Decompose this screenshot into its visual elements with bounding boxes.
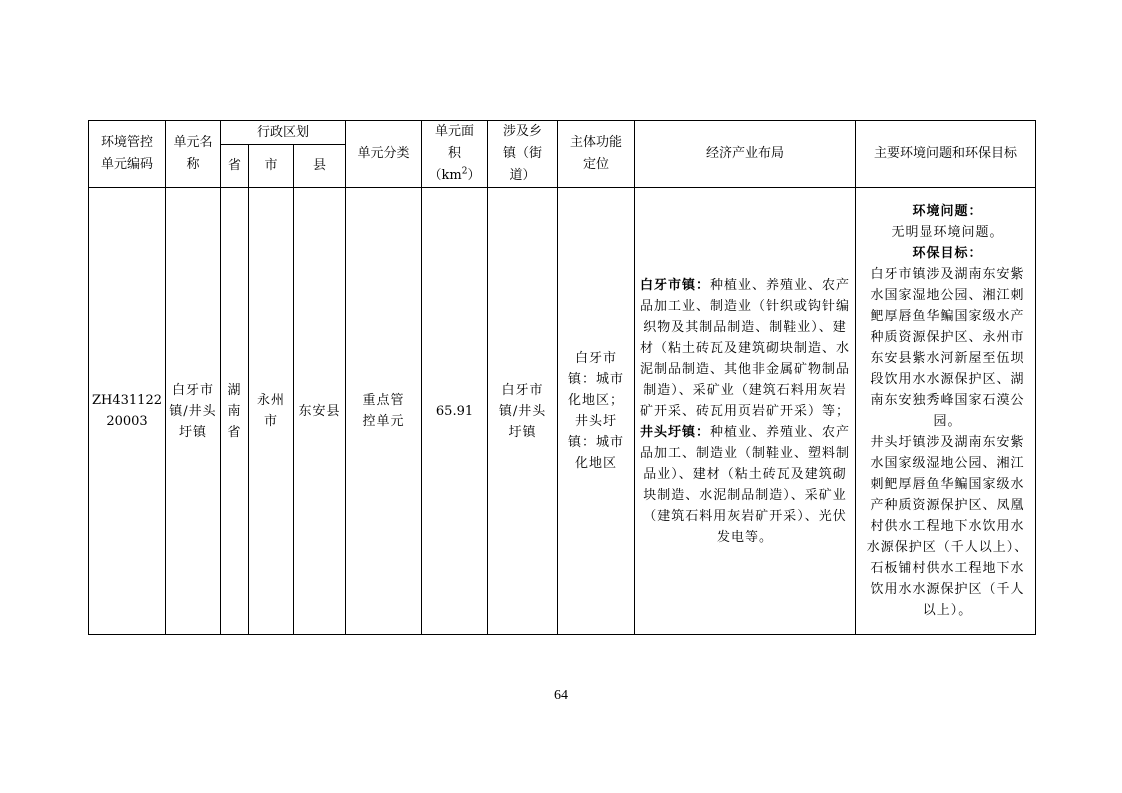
header-admin-division: 行政区划 <box>221 121 346 145</box>
cell-unit-area: 65.91 <box>422 188 488 635</box>
cell-main-function: 白牙市镇：城市化地区；井头圩镇：城市化地区 <box>558 188 635 635</box>
header-towns: 涉及乡 镇（街 道） <box>488 121 558 188</box>
header-city: 市 <box>249 145 294 188</box>
env-goal-text-2: 井头圩镇涉及湖南东安紫水国家级湿地公园、湘江刺鲃厚唇鱼华鳊国家级水产种质资源保护区、凤凰村供水工程地下水饮用水水源保护区（千人以上）、石板铺村供水工程地下水饮用水水源保护区（千人以上）。 <box>866 435 1029 618</box>
control-unit-table <box>88 120 1036 635</box>
header-unit-area: 单元面 积 $(km^2)$ <box>422 121 488 188</box>
env-goal-text-1: 白牙市镇涉及湖南东安紫水国家湿地公园、湘江刺鲃厚唇鱼华鳊国家级水产种质资源保护区、永州市东安县紫水河新屋至伍坝段饮用水水源保护区、湖南东安独秀峰国家石漠公园。 <box>870 267 1025 429</box>
cell-county: 东安县 <box>294 188 346 635</box>
cell-province: 湖南省 <box>221 188 249 635</box>
industry-town2-text: 种植业、养殖业、农产品加工、制造业（制鞋业、塑料制品业）、建材（粘土砖瓦及建筑砌块制造、水泥制品制造）、采矿业（建筑石料用灰岩矿开采）、光伏发电等。 <box>640 424 851 545</box>
header-env-issues-goals: 主要环境问题和环保目标 <box>856 121 1036 188</box>
header-unit-category: 单元分类 <box>346 121 422 188</box>
header-industry-layout: 经济产业布局 <box>635 121 856 188</box>
industry-town1-label: 白牙市镇： <box>640 277 711 293</box>
header-main-function: 主体功能 定位 <box>558 121 635 188</box>
env-goal-label: 环保目标： <box>912 246 983 261</box>
cell-towns: 白牙市镇/井头圩镇 <box>488 188 558 635</box>
cell-unit-category: 重点管控单元 <box>346 188 422 635</box>
cell-unit-name: 白牙市镇/井头圩镇 <box>166 188 221 635</box>
industry-town2-label: 井头圩镇： <box>640 424 711 440</box>
cell-city: 永州市 <box>249 188 294 635</box>
header-province: 省 <box>221 145 249 188</box>
env-problem-label: 环境问题： <box>912 204 983 219</box>
cell-env-issues-goals <box>856 188 1036 635</box>
cell-industry-layout <box>635 188 856 635</box>
header-county: 县 <box>294 145 346 188</box>
header-unit-code: 环境管控 单元编码 <box>89 121 166 188</box>
cell-unit-code: ZH431122 20003 <box>89 188 166 635</box>
page-number: 64 <box>554 688 568 703</box>
industry-town1-text: 种植业、养殖业、农产品加工业、制造业（针织或钩针编织物及其制品制造、制鞋业）、建材（粘土砖瓦及建筑砌块制造、水泥制品制造、其他非金属矿物制品制造）、采矿业（建筑石料用灰岩矿开采、砖瓦用页岩矿开采）等； <box>640 277 851 419</box>
env-problem-text: 无明显环境问题。 <box>891 225 1004 240</box>
header-unit-name: 单元名 称 <box>166 121 221 188</box>
